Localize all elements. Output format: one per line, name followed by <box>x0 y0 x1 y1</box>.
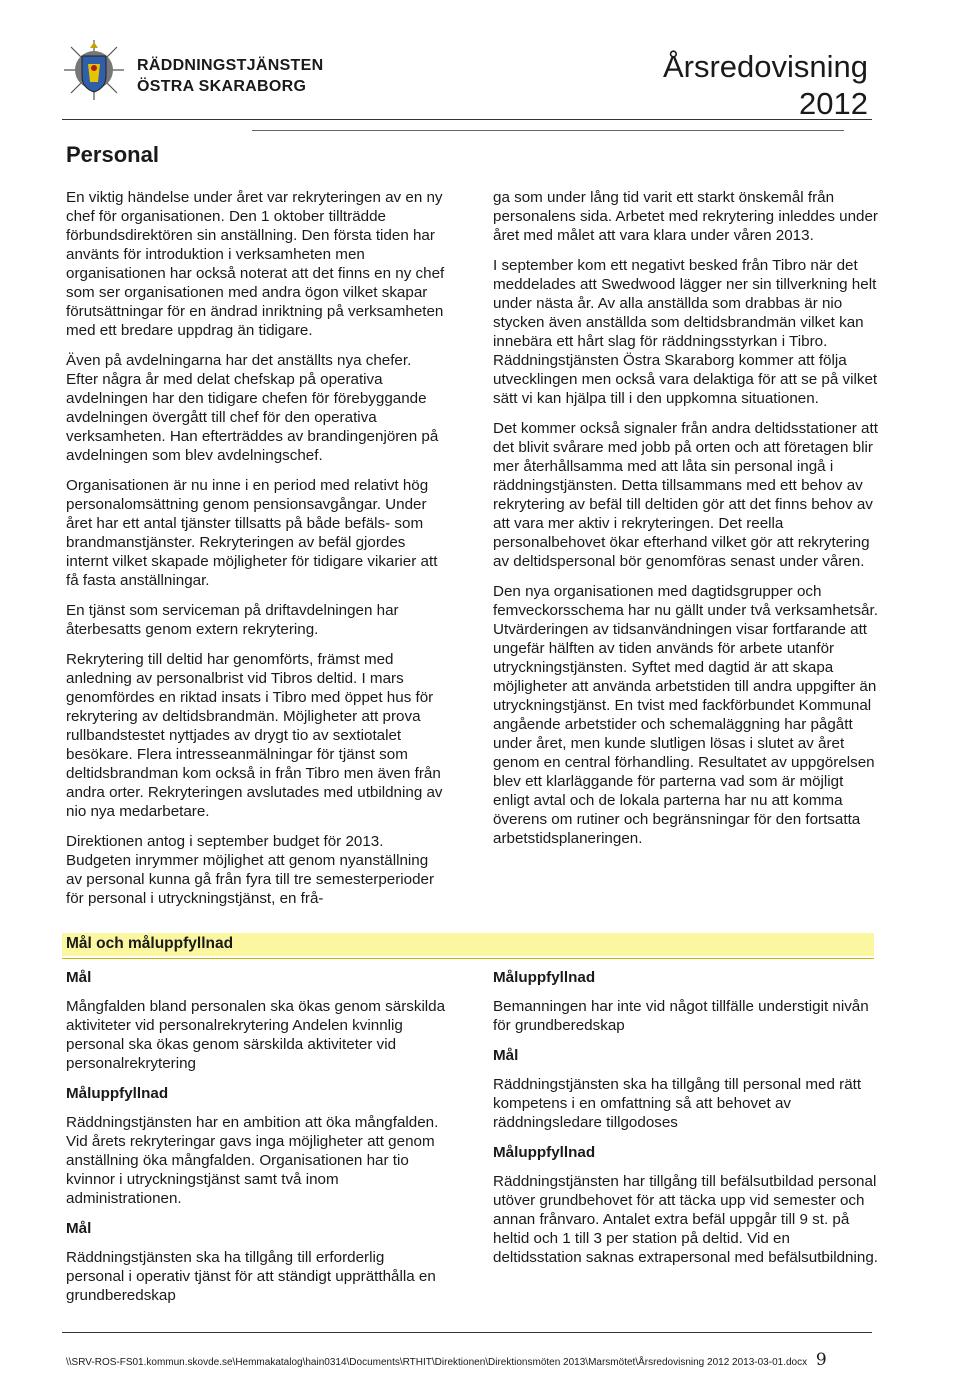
paragraph: Det kommer också signaler från andra deltidsstationer att det blivit svårare med jobb på orten och att företagen blir mer återhållsamma med att låta sin personal ingå i räddningstjänsten. Detta tillsammans med ett behov av rekrytering av befäl till deltiden gör att det finns behov av att vara mer aktiv i rekryteringen. Det reella personalbehovet ökar efterhand vilket gör att rekrytering av deltidspersonal bör genomföras senast under våren. <box>493 420 878 570</box>
report-title: Årsredovisning <box>662 49 868 84</box>
goal-text: Bemanningen har inte vid något tillfälle understigit nivån för grundberedskap <box>493 998 869 1034</box>
goal-heading: Måluppfyllnad <box>493 1144 596 1161</box>
goal-text: Räddningstjänsten ska ha tillgång till erforderlig personal i operativ tjänst för att ständigt upprätthålla en grundberedskap <box>66 1249 436 1304</box>
goals-band-rule <box>62 958 874 959</box>
org-line-1: RÄDDNINGSTJÄNSTEN <box>137 57 324 74</box>
goal-heading: Mål <box>66 1220 92 1237</box>
goals-band-title: Mål och måluppfyllnad <box>66 935 234 952</box>
goals-left-column <box>66 968 446 1316</box>
goal-heading: Måluppfyllnad <box>66 1085 169 1102</box>
goal-heading: Måluppfyllnad <box>493 969 596 986</box>
footer-rule <box>62 1332 872 1333</box>
footer <box>66 1350 876 1370</box>
page-number: 9 <box>815 1350 827 1370</box>
goal-text: Räddningstjänsten ska ha tillgång till personal med rätt kompetens i en omfattning så att behovet av räddningsledare tillgodoses <box>493 1076 862 1131</box>
goal-text: Räddningstjänsten har tillgång till befälsutbildad personal utöver grundbehovet för att täcka upp vid semester och annan frånvaro. Antalet extra befäl uppgår till 9 st. på heltid och 1 till 3 per station på deltid. Vid en deltidsstation saknas extrapersonal med befälsutbildning. <box>493 1173 878 1266</box>
goals-band <box>62 933 874 956</box>
report-year: 2012 <box>799 86 868 121</box>
goal-text: Räddningstjänsten har en ambition att öka mångfalden. Vid årets rekryteringar gavs inga möjligheter att genom anställning öka mångfalden. Organisationen har tio kvinnor i utryckningstjänst samt två inom administrationen. <box>66 1114 439 1207</box>
header-rule <box>62 119 872 120</box>
organization-name <box>137 55 323 97</box>
report-title-block <box>663 48 868 122</box>
org-line-2: ÖSTRA SKARABORG <box>137 78 307 95</box>
goals-right-column <box>493 968 881 1278</box>
paragraph: I september kom ett negativt besked från Tibro när det meddelades att Swedwood lägger ner sin tillverkning helt under nästa år. Av alla anställda som drabbas är nio stycken även anställda som deltidsbrandmän vilket kan innebära ett hårt slag för räddningsstyrkan i Tibro. Räddningstjänsten Östra Skaraborg kommer att följa utvecklingen men också vara delaktiga för att se på vilket sätt vi kan hjälpa till i den uppkomna situationen. <box>493 257 878 407</box>
footer-file-path: \\SRV-ROS-FS01.kommun.skovde.se\Hemmakatalog\hain0314\Documents\RTHIT\Direktionen\Direktionsmöten 2013\Marsmötet\Årsredovisning 2012 2013-03-01.docx <box>66 1357 808 1368</box>
left-column <box>66 188 446 919</box>
paragraph: Rekrytering till deltid har genomförts, främst med anledning av personalbrist vid Tibros deltid. I mars genomfördes en riktad insats i Tibro med öppet hus för rekrytering av deltidsbrandmän. Möjligheter att prova rullbandstestet nyttjades av drygt tio av sextiotalet besökare. Flera intresseanmälningar för tjänst som deltidsbrandman kom också in från Tibro men även från andra orter. Rekryteringen avslutades med utbildning av nio nya medarbetare. <box>66 651 443 820</box>
paragraph: Organisationen är nu inne i en period med relativt hög personalomsättning genom pensionsavgångar. Under året har ett antal tjänster tillsatts på både befäls- som brandmanstjänster. Rekryteringen av befäl gjordes internt vilket skapade möjligheter för tidigare vikarier att få fasta anställningar. <box>66 477 438 589</box>
paragraph: En viktig händelse under året var rekryteringen av en ny chef för organisationen. Den 1 oktober tillträdde förbundsdirektören sin anställning. Den första tiden har använts för introduktion i verksamheten men organisationen har också noterat att det finns en ny chef som ser organisationen med andra ögon vilket skapar förutsättningar för en ändrad inriktning på verksamheten med ett bredare uppdrag än tidigare. <box>66 189 445 339</box>
paragraph: Även på avdelningarna har det anställts nya chefer. Efter några år med delat chefskap på operativa avdelningen har den tidigare chefen för förebyggande avdelningen övergått till chef för den operativa verksamheten. Han efterträddes av brandingenjören på avdelningen som blev avdelningschef. <box>66 352 439 464</box>
paragraph: En tjänst som serviceman på driftavdelningen har återbesatts genom extern rekrytering. <box>66 602 399 638</box>
paragraph: ga som under lång tid varit ett starkt önskemål från personalens sida. Arbetet med rekrytering inleddes under året med målet att vara klara under våren 2013. <box>493 189 878 244</box>
paragraph: Direktionen antog i september budget för 2013. Budgeten inrymmer möjlighet att genom nyanställning av personal kunna gå från fyra till tre semesterperioder för personal i utryckningstjänst, en frå- <box>66 833 435 907</box>
right-column <box>493 188 881 859</box>
paragraph: Den nya organisationen med dagtidsgrupper och femveckorsschema har nu gällt under två verksamhetsår. Utvärderingen av tidsanvändningen visar fortfarande att ungefär hälften av tiden används för arbete utanför utryckningstjänsten. Syftet med dagtid är att skapa möjligheter att använda arbetstiden till andra uppgifter än utryckningstjänst. En tvist med fackförbundet Kommunal angående arbetstider och schemaläggning har pågått under året, men kunde slutligen lösas i slutet av året genom en central förhandling. Resultatet av uppgörelsen blev ett klarläggande för parterna vad som är möjligt enligt avtal och de lokala parterna har nu att komma överens om rutiner och begränsningar för den fortsatta arbetstidsplaneringen. <box>493 583 878 847</box>
section-title: Personal <box>66 142 159 167</box>
header-rule-secondary <box>252 130 844 131</box>
goal-heading: Mål <box>493 1047 519 1064</box>
goal-text: Mångfalden bland personalen ska ökas genom särskilda aktiviteter vid personalrekrytering Andelen kvinnlig personal ska ökas genom särskilda aktiviteter vid personalrekrytering <box>66 998 446 1072</box>
coat-of-arms-icon <box>62 38 126 102</box>
goal-heading: Mål <box>66 969 92 986</box>
